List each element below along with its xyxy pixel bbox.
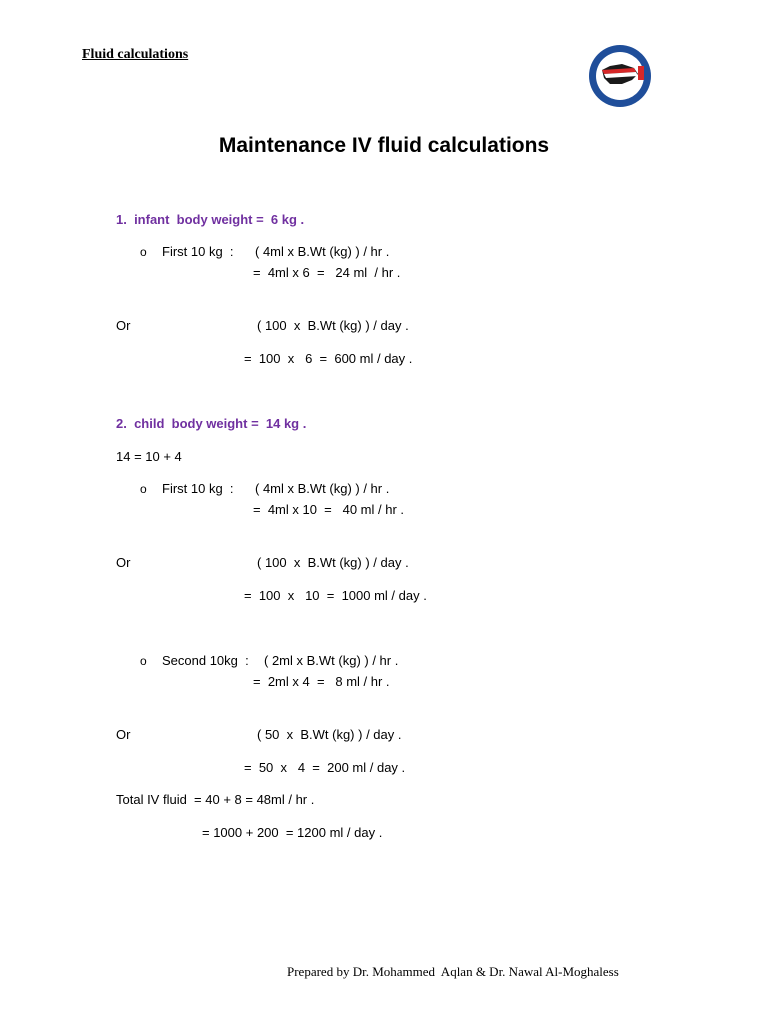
first-formula-hr: ( 4ml x B.Wt (kg) ) / hr . bbox=[255, 481, 390, 496]
formula-hr: ( 4ml x B.Wt (kg) ) / hr . bbox=[255, 244, 390, 259]
or-label: Or bbox=[116, 727, 131, 742]
total-iv-fluid-day: = 1000 + 200 = 1200 ml / day . bbox=[202, 825, 383, 840]
second-calc-day: = 50 x 4 = 200 ml / day . bbox=[244, 760, 406, 775]
or-label: Or bbox=[116, 318, 131, 333]
first-formula-day: ( 100 x B.Wt (kg) ) / day . bbox=[257, 555, 409, 570]
document-footer: Prepared by Dr. Mohammed Aqlan & Dr. Nawal Al-Moghaless bbox=[287, 964, 619, 979]
calc-day: = 100 x 6 = 600 ml / day . bbox=[244, 351, 413, 366]
society-logo-icon bbox=[588, 44, 652, 108]
total-iv-fluid-hr: Total IV fluid = 40 + 8 = 48ml / hr . bbox=[116, 792, 315, 807]
first-calc-day: = 100 x 10 = 1000 ml / day . bbox=[244, 588, 427, 603]
or-label: Or bbox=[116, 555, 131, 570]
second-formula-day: ( 50 x B.Wt (kg) ) / day . bbox=[257, 727, 402, 742]
bullet-icon: o bbox=[140, 245, 147, 259]
first-calc-hr: = 4ml x 10 = 40 ml / hr . bbox=[253, 502, 405, 517]
weight-breakdown: 14 = 10 + 4 bbox=[116, 449, 182, 464]
first-10kg-label: First 10 kg : bbox=[162, 244, 234, 259]
bullet-icon: o bbox=[140, 482, 147, 496]
second-calc-hr: = 2ml x 4 = 8 ml / hr . bbox=[253, 674, 390, 689]
first-10kg-label: First 10 kg : bbox=[162, 481, 234, 496]
page-title: Maintenance IV fluid calculations bbox=[218, 134, 550, 157]
section-2-heading: 2. child body weight = 14 kg . bbox=[116, 416, 307, 431]
document-header: Fluid calculations bbox=[82, 47, 189, 62]
section-1-heading: 1. infant body weight = 6 kg . bbox=[116, 212, 305, 227]
formula-day: ( 100 x B.Wt (kg) ) / day . bbox=[257, 318, 409, 333]
second-formula-hr: ( 2ml x B.Wt (kg) ) / hr . bbox=[264, 653, 399, 668]
calc-hr: = 4ml x 6 = 24 ml / hr . bbox=[253, 265, 401, 280]
second-10kg-label: Second 10kg : bbox=[162, 653, 249, 668]
bullet-icon: o bbox=[140, 654, 147, 668]
